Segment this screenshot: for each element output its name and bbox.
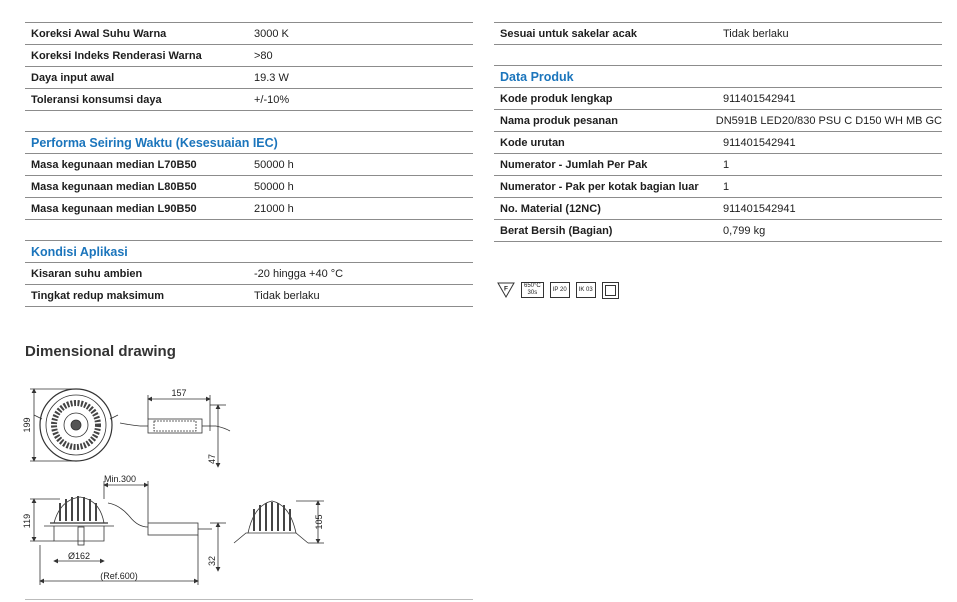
spec-value: 911401542941 <box>723 202 796 215</box>
section-title-performance: Performa Seiring Waktu (Kesesuaian IEC) <box>25 132 473 154</box>
spec-value: >80 <box>254 49 273 62</box>
spec-label: Toleransi konsumsi daya <box>31 93 162 106</box>
class-ii-icon <box>602 282 619 299</box>
bottom-divider <box>25 599 473 600</box>
spec-value: 911401542941 <box>723 92 796 105</box>
spec-value: Tidak berlaku <box>254 289 320 302</box>
spec-row <box>25 176 473 198</box>
driver-top-view <box>120 419 230 433</box>
spec-label: Sesuai untuk sakelar acak <box>500 27 637 40</box>
spec-label: Masa kegunaan median L90B50 <box>31 202 197 215</box>
dimensional-drawing <box>20 375 340 595</box>
spec-label: Numerator - Jumlah Per Pak <box>500 158 648 171</box>
dim-157: 157 <box>171 388 187 398</box>
spec-row <box>494 154 942 176</box>
spec-row <box>25 198 473 220</box>
right-spec-table <box>494 22 942 242</box>
glow-wire-temp: 650°C <box>524 283 541 289</box>
left-spec-table <box>25 22 473 307</box>
blank-row <box>494 45 942 66</box>
dim-ref600: (Ref.600) <box>100 571 138 581</box>
spec-label: Berat Bersih (Bagian) <box>500 224 613 237</box>
blank-row <box>25 111 473 132</box>
spec-label: No. Material (12NC) <box>500 202 601 215</box>
dim-47: 47 <box>207 453 217 465</box>
spec-label: Daya input awal <box>31 71 115 84</box>
spec-value: 19.3 W <box>254 71 289 84</box>
f-mark-text: F <box>504 285 508 293</box>
spec-row <box>25 154 473 176</box>
spec-value: DN591B LED20/830 PSU C D150 WH MB GC <box>715 114 942 127</box>
dim-105: 105 <box>314 514 324 530</box>
spec-row <box>494 220 942 242</box>
luminaire-side-view <box>44 496 148 545</box>
spec-row <box>494 88 942 110</box>
spec-value: 1 <box>723 158 730 171</box>
spec-label: Kode urutan <box>500 136 565 149</box>
section-title-application: Kondisi Aplikasi <box>25 241 473 263</box>
spec-value: 50000 h <box>254 180 294 193</box>
dim-min300: Min.300 <box>103 474 137 484</box>
spec-row <box>494 110 942 132</box>
certification-marks <box>497 281 619 299</box>
spec-value: 50000 h <box>254 158 294 171</box>
luminaire-side-view-angled <box>234 501 308 543</box>
dim-162: Ø162 <box>67 551 91 561</box>
spec-label: Nama produk pesanan <box>500 114 618 127</box>
spec-row <box>494 198 942 220</box>
dim-32: 32 <box>207 555 217 567</box>
spec-value: 0,799 kg <box>723 224 766 237</box>
blank-row <box>25 220 473 241</box>
ip-rating-icon: IP 20 <box>550 282 570 298</box>
spec-row <box>494 22 942 45</box>
driver-side-view <box>148 523 212 535</box>
spec-label: Masa kegunaan median L80B50 <box>31 180 197 193</box>
glow-wire-time: 30s <box>527 290 538 296</box>
spec-value: -20 hingga +40 °C <box>254 267 344 280</box>
section-title-product-data: Data Produk <box>494 66 942 88</box>
luminaire-top-view <box>34 389 118 461</box>
spec-label: Kode produk lengkap <box>500 92 613 105</box>
spec-label: Kisaran suhu ambien <box>31 267 143 280</box>
dim-119: 119 <box>22 513 32 529</box>
spec-label: Numerator - Pak per kotak bagian luar <box>500 180 699 193</box>
spec-value: 3000 K <box>254 27 289 40</box>
spec-label: Tingkat redup maksimum <box>31 289 165 302</box>
spec-value: 911401542941 <box>723 136 796 149</box>
spec-label: Koreksi Indeks Renderasi Warna <box>31 49 202 62</box>
spec-row <box>25 263 473 285</box>
spec-row <box>25 285 473 307</box>
spec-value: 1 <box>723 180 730 193</box>
glow-wire-icon <box>521 282 544 298</box>
dim-199: 199 <box>22 417 32 433</box>
spec-value: +/-10% <box>254 93 290 106</box>
spec-row <box>494 176 942 198</box>
spec-row <box>25 67 473 89</box>
spec-row <box>25 89 473 111</box>
spec-row <box>25 45 473 67</box>
spec-label: Masa kegunaan median L70B50 <box>31 158 197 171</box>
spec-value: 21000 h <box>254 202 294 215</box>
spec-row <box>25 22 473 45</box>
ik-rating-icon: IK 03 <box>576 282 596 298</box>
spec-row <box>494 132 942 154</box>
f-mark-icon <box>497 281 515 299</box>
spec-value: Tidak berlaku <box>723 27 789 40</box>
spec-label: Koreksi Awal Suhu Warna <box>31 27 167 40</box>
drawing-title: Dimensional drawing <box>25 343 176 360</box>
